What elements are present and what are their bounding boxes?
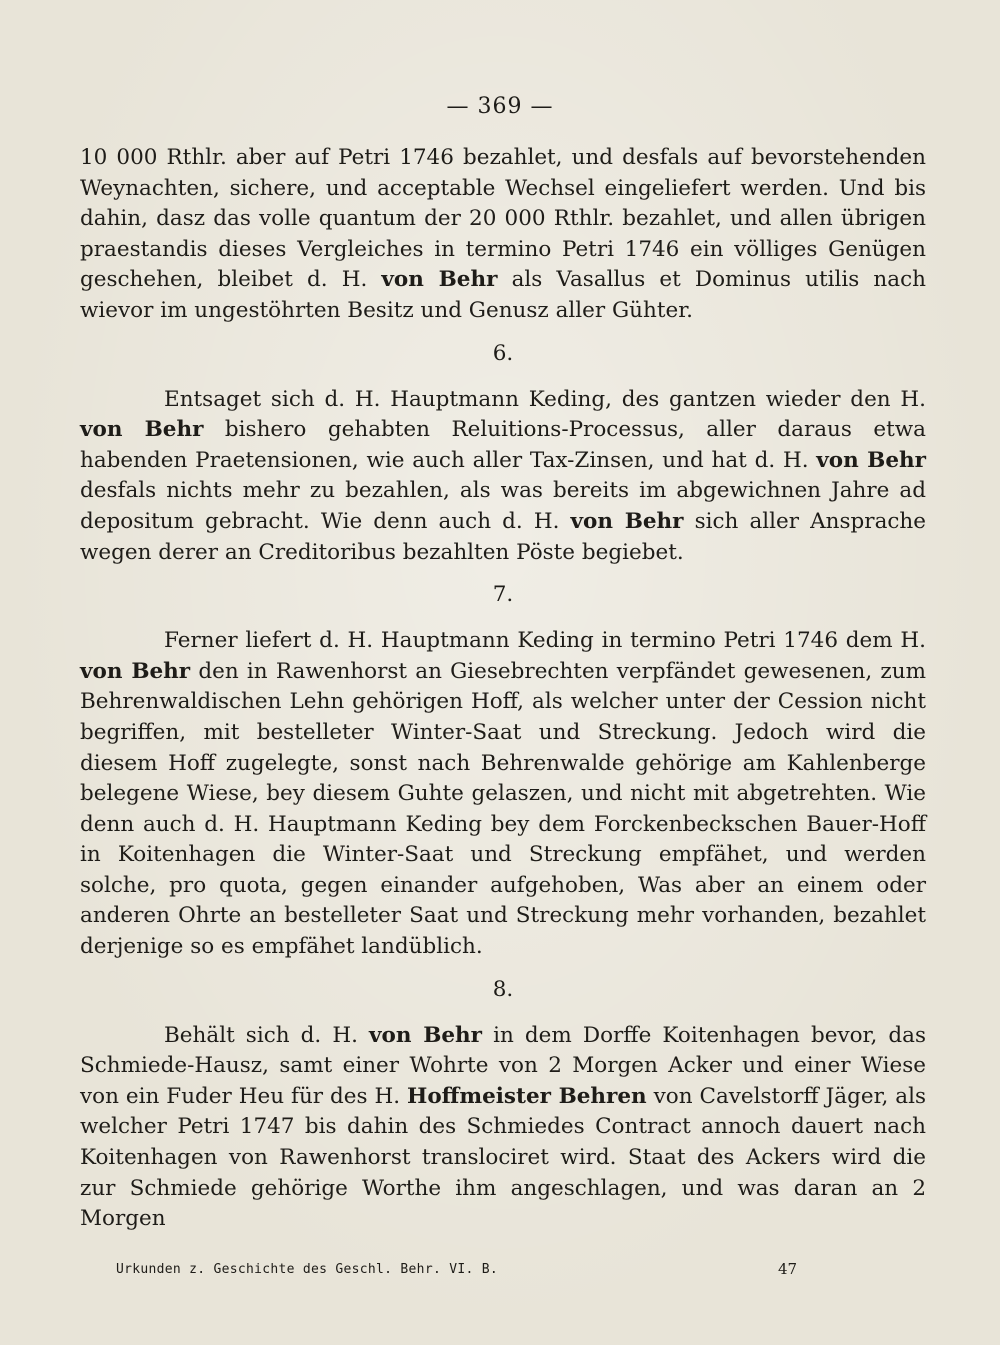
text-run: von Cavelstorff Jäger, als welcher Petri 1747 bis dahin des Schmiedes Contract annoch dauert nach Koitenhagen von Rawenhorst translociret wird. Staat des Ackers wird die zur Schmiede gehörige Worthe ihm angeschlagen, und was daran an 2 Morgen (80, 1083, 926, 1232)
text-run-bold: von Behr (80, 417, 204, 443)
text-run-bold: von Behr (80, 658, 191, 684)
section-number-7: 7. (492, 582, 514, 608)
text-run: bishero gehabten Reluitions-Processus, aller daraus etwa habenden Praetensionen, wie auch aller Tax-Zinsen, und hat d. H. (80, 417, 926, 473)
text-run: als Vasallus et Dominus utilis nach wievor im ungestöhrten Besitz und Genusz aller Gühter. (80, 267, 926, 323)
text-run: in dem Dorffe Koitenhagen bevor, das Schmiede-Hausz, samt einer Wohrte von 2 Morgen Acker und einer Wiese von ein Fuder Heu für des H. (80, 1022, 926, 1109)
text-run-bold: Hoffmeister Behren (407, 1083, 647, 1109)
body-text (80, 143, 926, 1235)
text-run-bold: von Behr (369, 1022, 483, 1048)
footer-source: Urkunden z. Geschichte des Geschl. Behr. VI. B. (116, 1262, 498, 1277)
text-run: 10 000 Rthlr. aber auf Petri 1746 bezahlet, und desfals auf bevorstehenden Weynachten, sichere, und acceptable Wechsel eingeliefert werden. Und bis dahin, dasz das volle quantum der 20 000 Rthlr. bezahlet, und allen übrigen praestandis dieses Vergleiches in termino Petri 1746 ein völliges Genügen geschehen, bleibet d. H. (80, 145, 926, 293)
paragraph-section-7 (80, 626, 926, 963)
text-run-bold: von Behr (381, 267, 498, 293)
text-run-bold: von Behr (816, 447, 926, 473)
section-number-6: 6. (492, 340, 514, 366)
page-number: — 369 — (446, 94, 554, 119)
text-run-bold: von Behr (570, 508, 684, 534)
text-run: Ferner liefert d. H. Hauptmann Keding in termino Petri 1746 dem H. (164, 628, 926, 654)
text-run: sich aller Ansprache wegen derer an Creditoribus bezahlten Pöste begiebet. (80, 508, 927, 565)
section-number-8: 8. (492, 976, 514, 1002)
text-run: den in Rawenhorst an Giesebrechten verpfändet gewesenen, zum Behrenwaldischen Lehn gehörigen Hoff, als welcher unter der Cession nicht begriffen, mit bestelleter Winter-Saat und Streckung. Jedoch wird die diesem Hoff zugelegte, sonst nach Behrenwalde gehörige am Kahlenberge belegene Wiese, bey diesem Guhte gelaszen, und nicht mit abgetrehten. Wie denn auch d. H. Hauptmann Keding bey dem Forckenbeckschen Bauer-Hoff in Koitenhagen die Winter-Saat und Streckung empfähet, und werden solche, pro quota, gegen einander aufgehoben, Was aber an einem oder anderen Ohrte an bestelleter Saat und Streckung mehr vorhanden, bezahlet derjenige so es empfähet landüblich. (80, 658, 926, 960)
text-run: desfals nichts mehr zu bezahlen, als was bereits im abgewichnen Jahre ad depositum gebracht. Wie denn auch d. H. (80, 478, 926, 534)
paragraph-section-6 (80, 385, 926, 569)
paragraph-section-8 (80, 1021, 926, 1235)
text-run: Entsaget sich d. H. Hauptmann Keding, des gantzen wieder den H. (164, 386, 926, 412)
footer-signature: 47 (778, 1260, 798, 1278)
text-run: Behält sich d. H. (164, 1022, 369, 1048)
paragraph-continuation (80, 143, 926, 327)
